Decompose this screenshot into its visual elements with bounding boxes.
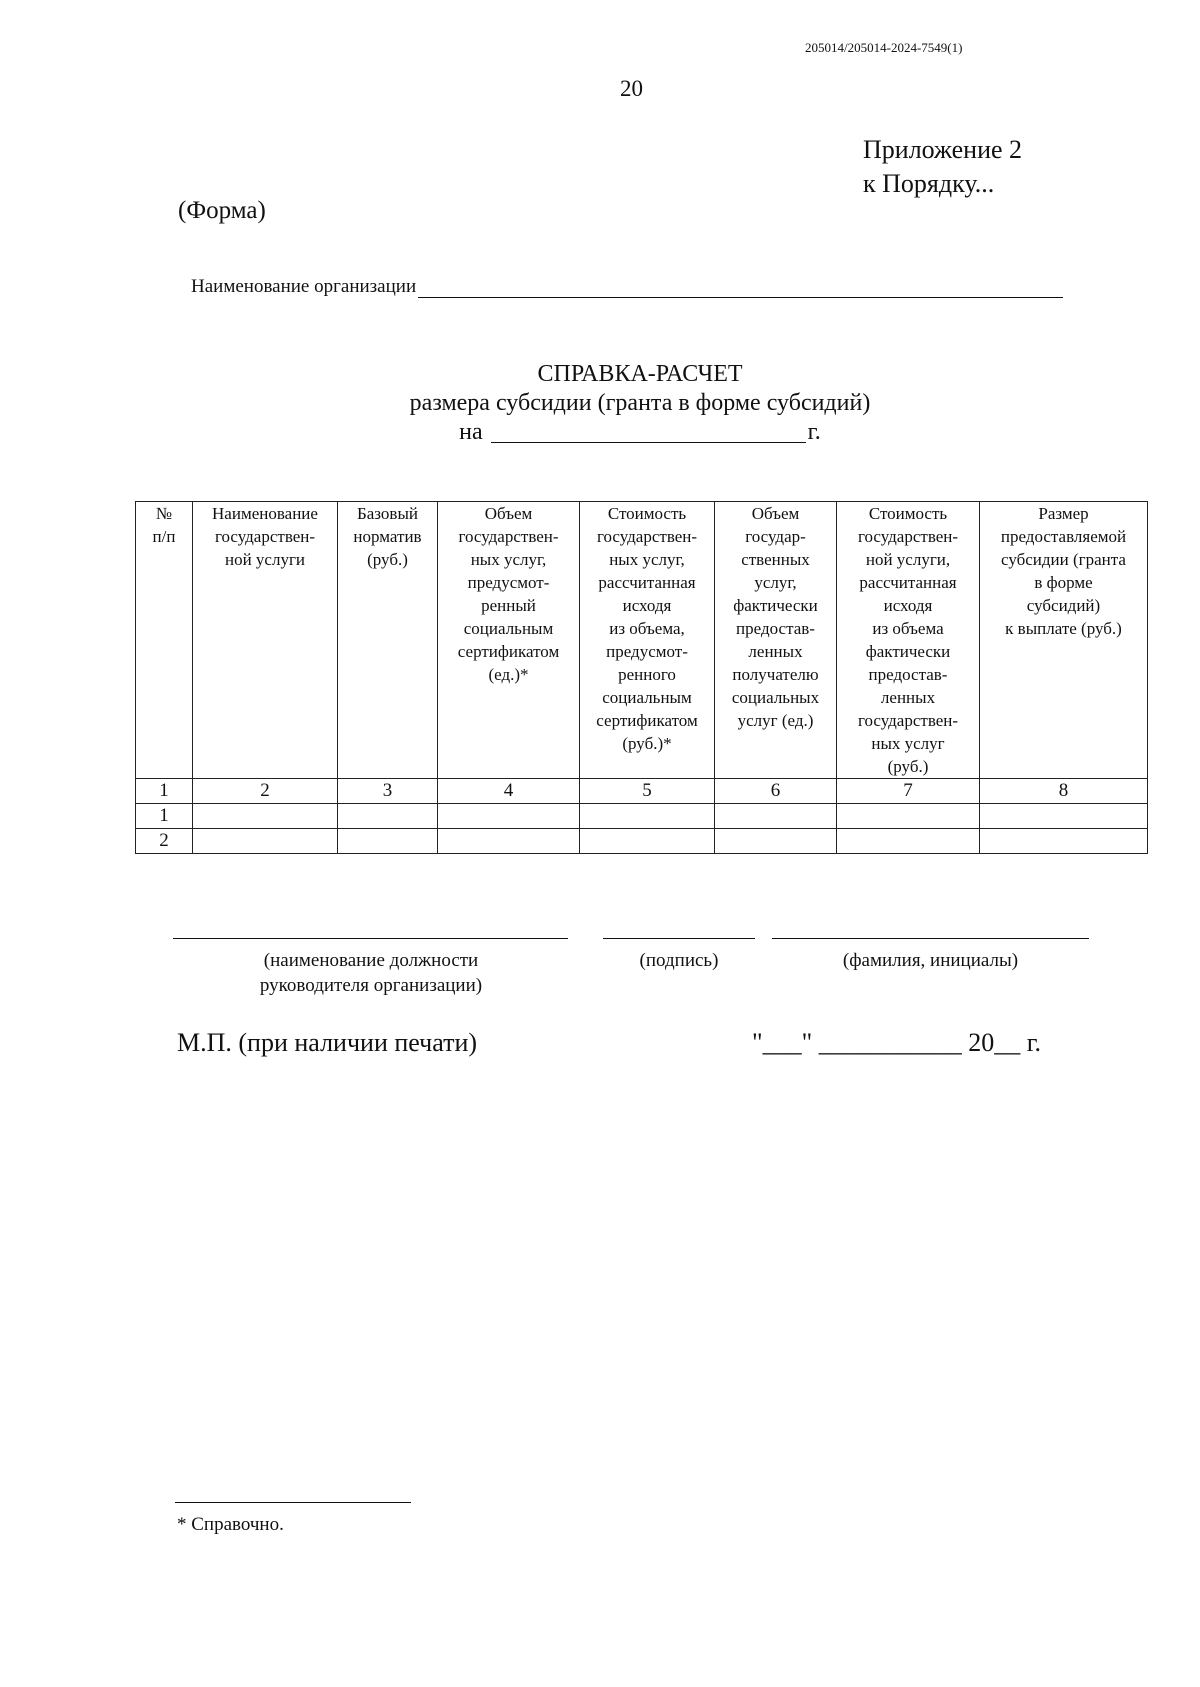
header-line: государствен- xyxy=(214,527,316,546)
header-cell xyxy=(193,502,338,779)
header-line: субсидии (гранта xyxy=(1001,550,1126,569)
header-cell xyxy=(980,502,1148,779)
signature-line[interactable] xyxy=(603,938,755,939)
date-prefix: на xyxy=(459,419,483,445)
table-cell[interactable] xyxy=(438,804,580,829)
header-line: услуг (ед.) xyxy=(737,711,814,730)
row-number-cell: 1 xyxy=(136,804,193,829)
table-cell[interactable] xyxy=(980,804,1148,829)
table-cell[interactable] xyxy=(580,804,715,829)
header-line: государствен- xyxy=(857,711,959,730)
report-date-field[interactable] xyxy=(491,418,806,443)
column-number-cell: 2 xyxy=(193,779,338,804)
header-line: исходя xyxy=(622,596,672,615)
header-line: социальным xyxy=(463,619,554,638)
stamp-placeholder: М.П. (при наличии печати) xyxy=(177,1028,478,1057)
header-line: государ- xyxy=(745,527,806,546)
header-line: ных услуг, xyxy=(609,550,685,569)
signature-date: "___" ___________ 20__ г. xyxy=(752,1028,1041,1057)
title-date-row xyxy=(0,418,1200,447)
header-line: предусмот- xyxy=(606,642,688,661)
header-line: (ед.)* xyxy=(488,665,529,684)
column-number-cell: 4 xyxy=(438,779,580,804)
header-line: Стоимость xyxy=(607,504,687,523)
column-number-cell: 8 xyxy=(980,779,1148,804)
title-line-1: СПРАВКА-РАСЧЕТ xyxy=(537,361,743,387)
header-line: сертификатом xyxy=(457,642,560,661)
header-line: из объема xyxy=(872,619,944,638)
table-cell[interactable] xyxy=(438,829,580,854)
table-cell[interactable] xyxy=(980,829,1148,854)
date-suffix: г. xyxy=(807,419,821,445)
header-line: фактически xyxy=(865,642,951,661)
header-line: получателю xyxy=(732,665,819,684)
document-title xyxy=(0,360,1200,447)
row-number-cell: 2 xyxy=(136,829,193,854)
table-cell[interactable] xyxy=(837,829,980,854)
header-line: (руб.)* xyxy=(622,734,672,753)
header-line: Размер xyxy=(1038,504,1089,523)
table-cell[interactable] xyxy=(715,804,837,829)
table-cell[interactable] xyxy=(338,829,438,854)
table-cell[interactable] xyxy=(837,804,980,829)
position-signature-line[interactable] xyxy=(173,938,568,939)
header-line: предостав- xyxy=(868,665,948,684)
title-line-2: размера субсидии (гранта в форме субсидий) xyxy=(409,390,871,416)
table-header-row xyxy=(136,502,1148,779)
header-line: ной услуги xyxy=(224,550,306,569)
header-line: ной услуги, xyxy=(865,550,951,569)
position-caption-line-2: руководителя организации) xyxy=(259,975,483,996)
header-line: социальных xyxy=(731,688,820,707)
header-line: рассчитанная xyxy=(598,573,696,592)
header-cell xyxy=(136,502,193,779)
column-number-row xyxy=(136,779,1148,804)
header-line: ленных xyxy=(880,688,936,707)
header-line: ственных xyxy=(741,550,810,569)
header-line: ных услуг, xyxy=(470,550,547,569)
form-label: (Форма) xyxy=(178,197,266,224)
header-line: (руб.) xyxy=(367,550,408,569)
table-cell[interactable] xyxy=(715,829,837,854)
calculation-table xyxy=(135,501,1148,854)
footnote-rule xyxy=(175,1502,411,1503)
name-caption: (фамилия, инициалы) xyxy=(842,950,1019,971)
appendix-reference xyxy=(863,133,1022,201)
column-number-cell: 6 xyxy=(715,779,837,804)
column-number-cell: 3 xyxy=(338,779,438,804)
header-line: предоставляемой xyxy=(1000,527,1127,546)
document-id: 205014/205014-2024-7549(1) xyxy=(805,40,963,55)
table-row xyxy=(136,829,1148,854)
header-line: Базовый xyxy=(357,504,418,523)
header-cell xyxy=(438,502,580,779)
table-cell[interactable] xyxy=(193,804,338,829)
header-line: ренного xyxy=(618,665,676,684)
header-line: государствен- xyxy=(857,527,959,546)
header-line: к выплате (руб.) xyxy=(1005,619,1122,638)
column-number-cell: 5 xyxy=(580,779,715,804)
header-line: № xyxy=(155,504,173,523)
name-signature-line[interactable] xyxy=(772,938,1089,939)
header-line: Стоимость xyxy=(868,504,948,523)
header-line: (руб.) xyxy=(887,757,929,776)
organization-name-label: Наименование организации xyxy=(191,276,417,297)
position-caption-line-1: (наименование должности xyxy=(263,950,479,971)
organization-name-row xyxy=(191,276,1063,298)
header-line: предусмот- xyxy=(467,573,550,592)
header-line: государствен- xyxy=(458,527,559,546)
header-line: предостав- xyxy=(736,619,815,638)
table-row xyxy=(136,804,1148,829)
header-cell xyxy=(837,502,980,779)
appendix-line-1: Приложение 2 xyxy=(863,135,1023,164)
header-line: из объема, xyxy=(609,619,685,638)
table-cell[interactable] xyxy=(193,829,338,854)
header-line: ных услуг xyxy=(871,734,945,753)
header-line: в форме xyxy=(1034,573,1093,592)
header-cell xyxy=(338,502,438,779)
header-line: фактически xyxy=(733,596,818,615)
header-line: рассчитанная xyxy=(859,573,957,592)
header-line: услуг, xyxy=(754,573,797,592)
header-line: исходя xyxy=(883,596,933,615)
organization-name-field[interactable] xyxy=(418,277,1063,298)
table-cell[interactable] xyxy=(580,829,715,854)
header-line: Наименование xyxy=(212,504,318,523)
header-line: ренный xyxy=(481,596,536,615)
table-cell[interactable] xyxy=(338,804,438,829)
position-caption xyxy=(196,948,546,998)
header-line: Объем xyxy=(751,504,800,523)
header-line: п/п xyxy=(152,527,176,546)
footnote: * Справочно. xyxy=(177,1514,284,1535)
column-number-cell: 7 xyxy=(837,779,980,804)
signature-caption: (подпись) xyxy=(639,950,719,971)
header-line: субсидий) xyxy=(1026,596,1101,615)
header-line: ленных xyxy=(748,642,803,661)
header-line: социальным xyxy=(602,688,692,707)
header-line: сертификатом xyxy=(596,711,698,730)
page-number: 20 xyxy=(620,76,643,101)
header-line: государствен- xyxy=(596,527,698,546)
appendix-line-2: к Порядку... xyxy=(863,169,995,198)
header-cell xyxy=(580,502,715,779)
column-number-cell: 1 xyxy=(136,779,193,804)
header-line: Объем xyxy=(484,504,533,523)
header-cell xyxy=(715,502,837,779)
header-line: норматив xyxy=(353,527,422,546)
